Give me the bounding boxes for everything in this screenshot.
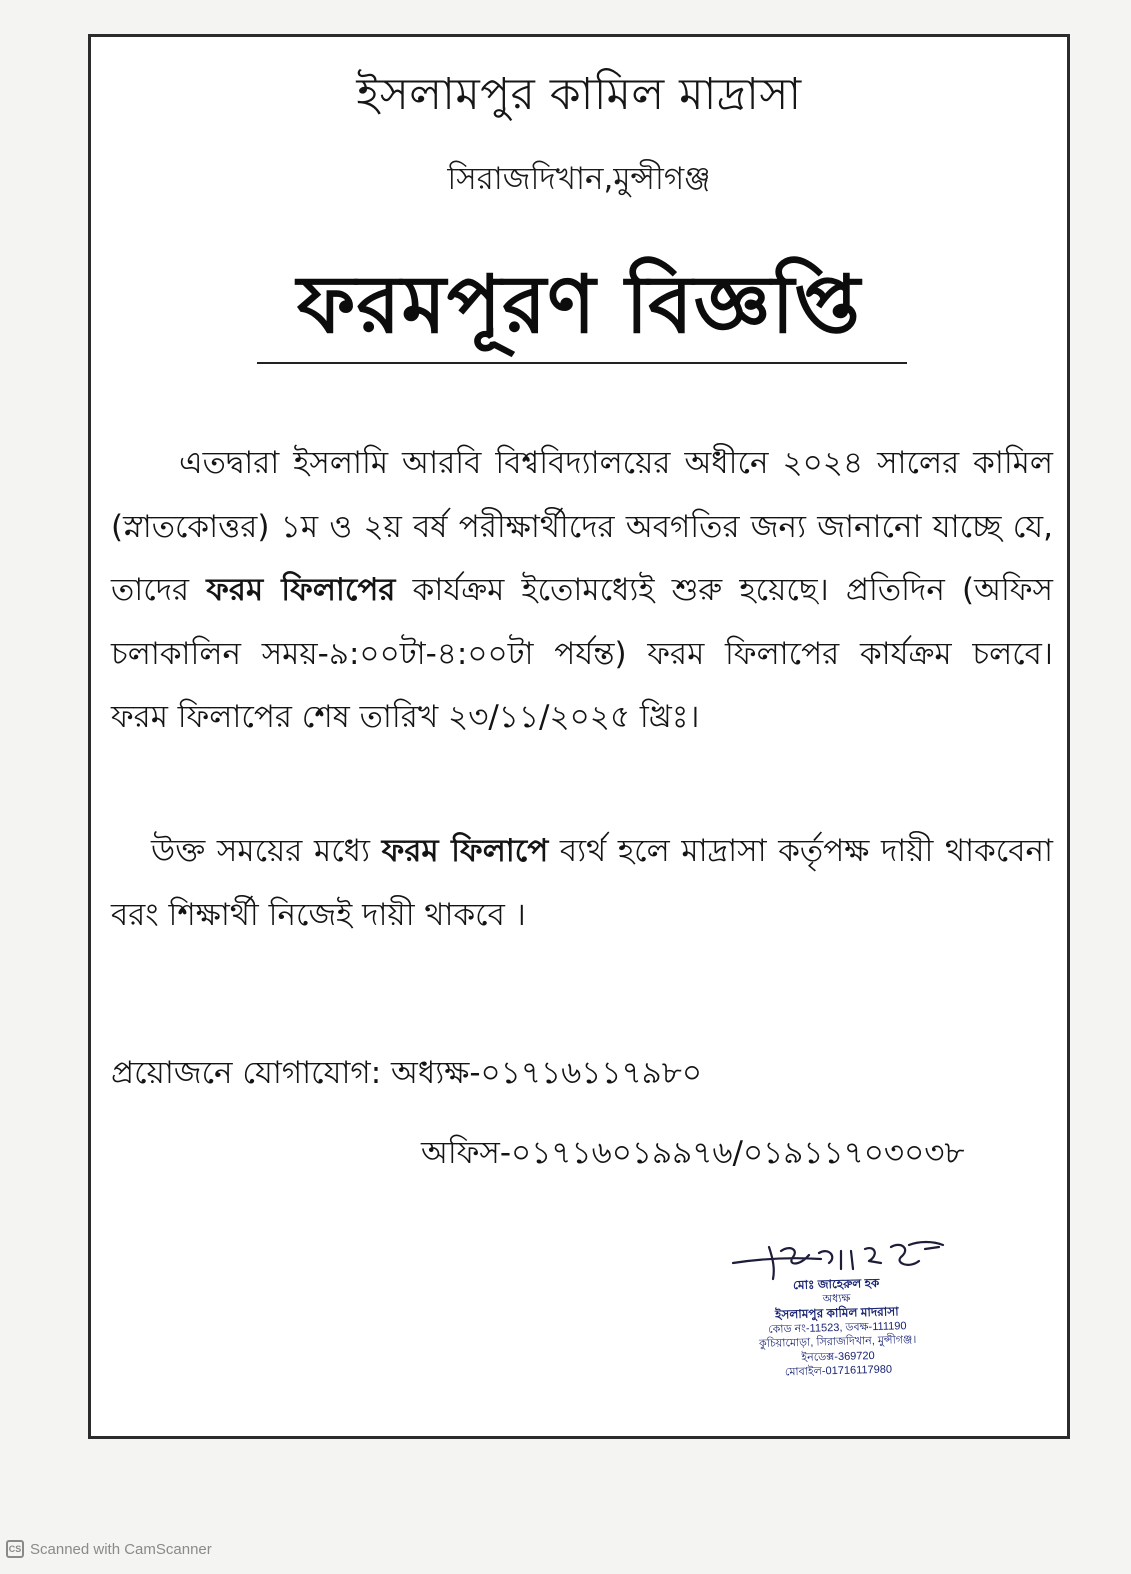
seal-institution: ইসলামপুর কামিল মাদরাসা: [775, 1304, 899, 1322]
paragraph-1-text-a: এতদ্বারা ইসলামি আরবি বিশ্ববিদ্যালয়ের অধীনে ২০২৪ সালের কামিল (স্নাতকোত্তর) ১ম ও ২য় বর্ষ পরীক্ষার্থীদের অবগতির জন্য জানানো যাচ্ছে যে, তাদের: [111, 445, 1053, 608]
notice-paragraph-1: [111, 432, 1053, 750]
institution-name: ইসলামপুর কামিল মাদ্রাসা: [356, 69, 802, 120]
seal-designation: অধ্যক্ষ: [822, 1292, 851, 1305]
paragraph-1-text-b: কার্যক্রম ইতোমধ্যেই শুরু হয়েছে। প্রতিদিন (অফিস চলাকালিন সময়-৯:০০টা-৪:০০টা পর্যন্ত) ফরম ফিলাপের কার্যক্রম চলবে। ফরম ফিলাপের শেষ তারিখ ২৩/১১/২০২৫ খ্রিঃ।: [111, 572, 1053, 735]
notice-frame: [88, 34, 1070, 1439]
paragraph-2-text-a: উক্ত সময়ের মধ্যে: [151, 833, 382, 869]
seal-address: কুচিয়ামোড়া, সিরাজদিখান, মুন্সীগঞ্জ।: [758, 1333, 917, 1351]
scanner-watermark: [6, 1538, 212, 1560]
seal-index: ইনডেক্স-369720: [801, 1349, 875, 1364]
seal-codes: কোড নং-11523, ডবক্ষ-111190: [767, 1319, 907, 1336]
seal-name: মোঃ জাহেরুল হক: [792, 1275, 880, 1293]
notice-paragraph-2: [111, 820, 1053, 947]
institution-location: সিরাজদিখান,মুন্সীগঞ্জ: [447, 161, 711, 197]
paragraph-1-emphasis: ফরম ফিলাপের: [206, 572, 396, 608]
office-seal: [721, 1274, 954, 1381]
contact-office: অফিস-০১৭১৬০১৯৯৭৬/০১৯১১৭০৩০৩৮: [421, 1135, 965, 1171]
paragraph-2-text-b: ব্যর্থ হলে মাদ্রাসা কর্তৃপক্ষ দায়ী থাকবেনা বরং শিক্ষার্থী নিজেই দায়ী থাকবে ।: [111, 833, 1053, 933]
seal-mobile: মোবাইল-01716117980: [784, 1363, 893, 1379]
notice-title: ফরমপূরণ বিজ্ঞপ্তি: [296, 258, 862, 351]
contact-principal: প্রয়োজনে যোগাযোগ: অধ্যক্ষ-০১৭১৬১১৭৯৮০: [111, 1055, 703, 1091]
paragraph-2-emphasis: ফরম ফিলাপে: [381, 833, 549, 869]
signature-block: [721, 1239, 951, 1389]
title-underline: [257, 362, 907, 364]
watermark-text: Scanned with CamScanner: [30, 1540, 212, 1558]
camscanner-logo-icon: CS: [6, 1540, 24, 1558]
